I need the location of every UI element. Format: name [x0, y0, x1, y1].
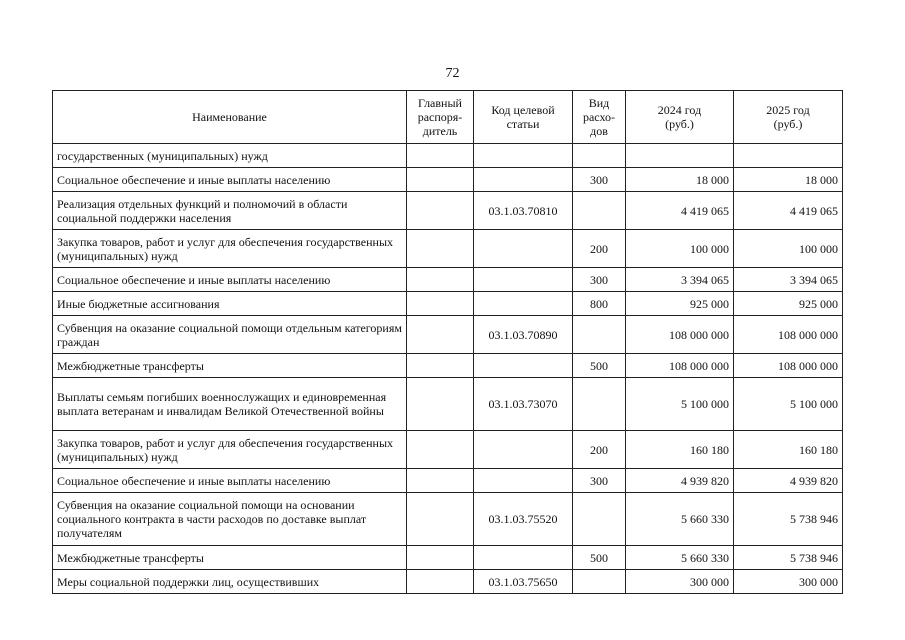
table-row: [53, 268, 843, 292]
header-2024: 2024 год (руб.): [626, 91, 734, 144]
cell-manager: [407, 168, 474, 192]
cell-2024: 4 419 065: [626, 192, 734, 230]
cell-type: [573, 192, 626, 230]
cell-code: [474, 292, 573, 316]
cell-2024: 925 000: [626, 292, 734, 316]
cell-code: 03.1.03.70810: [474, 192, 573, 230]
cell-manager: [407, 230, 474, 268]
cell-2025: 5 738 946: [734, 546, 843, 570]
cell-code: [474, 469, 573, 493]
table-row: [53, 292, 843, 316]
table-row: [53, 192, 843, 230]
cell-type: 300: [573, 168, 626, 192]
cell-manager: [407, 316, 474, 354]
cell-name: Социальное обеспечение и иные выплаты населению: [53, 168, 407, 192]
cell-name: Межбюджетные трансферты: [53, 354, 407, 378]
cell-name: Социальное обеспечение и иные выплаты населению: [53, 469, 407, 493]
budget-table: [52, 90, 843, 594]
cell-type: 200: [573, 230, 626, 268]
page-number: 72: [445, 66, 460, 81]
cell-code: [474, 431, 573, 469]
cell-name: Межбюджетные трансферты: [53, 546, 407, 570]
cell-name: Реализация отдельных функций и полномочий в области социальной поддержки населения: [53, 192, 407, 230]
cell-type: [573, 144, 626, 168]
cell-type: [573, 493, 626, 546]
cell-code: [474, 168, 573, 192]
cell-manager: [407, 268, 474, 292]
table-row: [53, 469, 843, 493]
cell-2025: 100 000: [734, 230, 843, 268]
cell-name: Социальное обеспечение и иные выплаты населению: [53, 268, 407, 292]
cell-2024: 4 939 820: [626, 469, 734, 493]
cell-2025: [734, 144, 843, 168]
table-body: [53, 144, 843, 594]
cell-2025: 108 000 000: [734, 316, 843, 354]
cell-2025: 5 100 000: [734, 378, 843, 431]
cell-2024: 5 660 330: [626, 493, 734, 546]
cell-name: Выплаты семьям погибших военнослужащих и единовременная выплата ветеранам и инвалидам Великой Отечественной войны: [53, 378, 407, 431]
table-row: [53, 230, 843, 268]
cell-name: государственных (муниципальных) нужд: [53, 144, 407, 168]
cell-type: 300: [573, 268, 626, 292]
table-row: [53, 144, 843, 168]
cell-2025: 300 000: [734, 570, 843, 594]
cell-2025: 4 419 065: [734, 192, 843, 230]
cell-manager: [407, 493, 474, 546]
cell-type: 500: [573, 354, 626, 378]
table-row: [53, 316, 843, 354]
table-header-row: [53, 91, 843, 144]
cell-code: 03.1.03.73070: [474, 378, 573, 431]
cell-name: Субвенция на оказание социальной помощи отдельным категориям граждан: [53, 316, 407, 354]
cell-name: Закупка товаров, работ и услуг для обеспечения государственных (муниципальных) нужд: [53, 230, 407, 268]
cell-manager: [407, 431, 474, 469]
cell-2025: 18 000: [734, 168, 843, 192]
cell-manager: [407, 292, 474, 316]
cell-name: Меры социальной поддержки лиц, осуществивших: [53, 570, 407, 594]
cell-2024: [626, 144, 734, 168]
cell-2024: 5 660 330: [626, 546, 734, 570]
cell-manager: [407, 378, 474, 431]
cell-manager: [407, 546, 474, 570]
table-row: [53, 546, 843, 570]
cell-2025: 160 180: [734, 431, 843, 469]
cell-name: Закупка товаров, работ и услуг для обеспечения государственных (муниципальных) нужд: [53, 431, 407, 469]
cell-type: [573, 316, 626, 354]
cell-type: 500: [573, 546, 626, 570]
cell-2024: 18 000: [626, 168, 734, 192]
cell-code: 03.1.03.75520: [474, 493, 573, 546]
table-row: [53, 493, 843, 546]
cell-type: [573, 570, 626, 594]
header-manager: Главный распоря- дитель: [407, 91, 474, 144]
cell-name: Иные бюджетные ассигнования: [53, 292, 407, 316]
cell-2025: 108 000 000: [734, 354, 843, 378]
cell-2024: 100 000: [626, 230, 734, 268]
cell-2024: 108 000 000: [626, 316, 734, 354]
cell-manager: [407, 570, 474, 594]
table-row: [53, 431, 843, 469]
table-row: [53, 570, 843, 594]
cell-code: [474, 354, 573, 378]
table-row: [53, 168, 843, 192]
cell-code: 03.1.03.75650: [474, 570, 573, 594]
cell-code: [474, 144, 573, 168]
cell-code: [474, 268, 573, 292]
cell-2024: 108 000 000: [626, 354, 734, 378]
cell-2025: 5 738 946: [734, 493, 843, 546]
cell-type: 300: [573, 469, 626, 493]
cell-code: [474, 230, 573, 268]
cell-2025: 3 394 065: [734, 268, 843, 292]
cell-code: 03.1.03.70890: [474, 316, 573, 354]
header-name: Наименование: [53, 91, 407, 144]
cell-2024: 3 394 065: [626, 268, 734, 292]
header-code: Код целевой статьи: [474, 91, 573, 144]
cell-code: [474, 546, 573, 570]
table-row: [53, 354, 843, 378]
cell-2025: 4 939 820: [734, 469, 843, 493]
header-type: Вид расхо- дов: [573, 91, 626, 144]
cell-name: Субвенция на оказание социальной помощи на основании социального контракта в части расходов по доставке выплат получателям: [53, 493, 407, 546]
cell-manager: [407, 469, 474, 493]
cell-type: 800: [573, 292, 626, 316]
table-row: [53, 378, 843, 431]
cell-manager: [407, 354, 474, 378]
cell-2024: 5 100 000: [626, 378, 734, 431]
header-2025: 2025 год (руб.): [734, 91, 843, 144]
cell-manager: [407, 192, 474, 230]
cell-2024: 300 000: [626, 570, 734, 594]
cell-manager: [407, 144, 474, 168]
cell-type: 200: [573, 431, 626, 469]
cell-2025: 925 000: [734, 292, 843, 316]
cell-type: [573, 378, 626, 431]
cell-2024: 160 180: [626, 431, 734, 469]
